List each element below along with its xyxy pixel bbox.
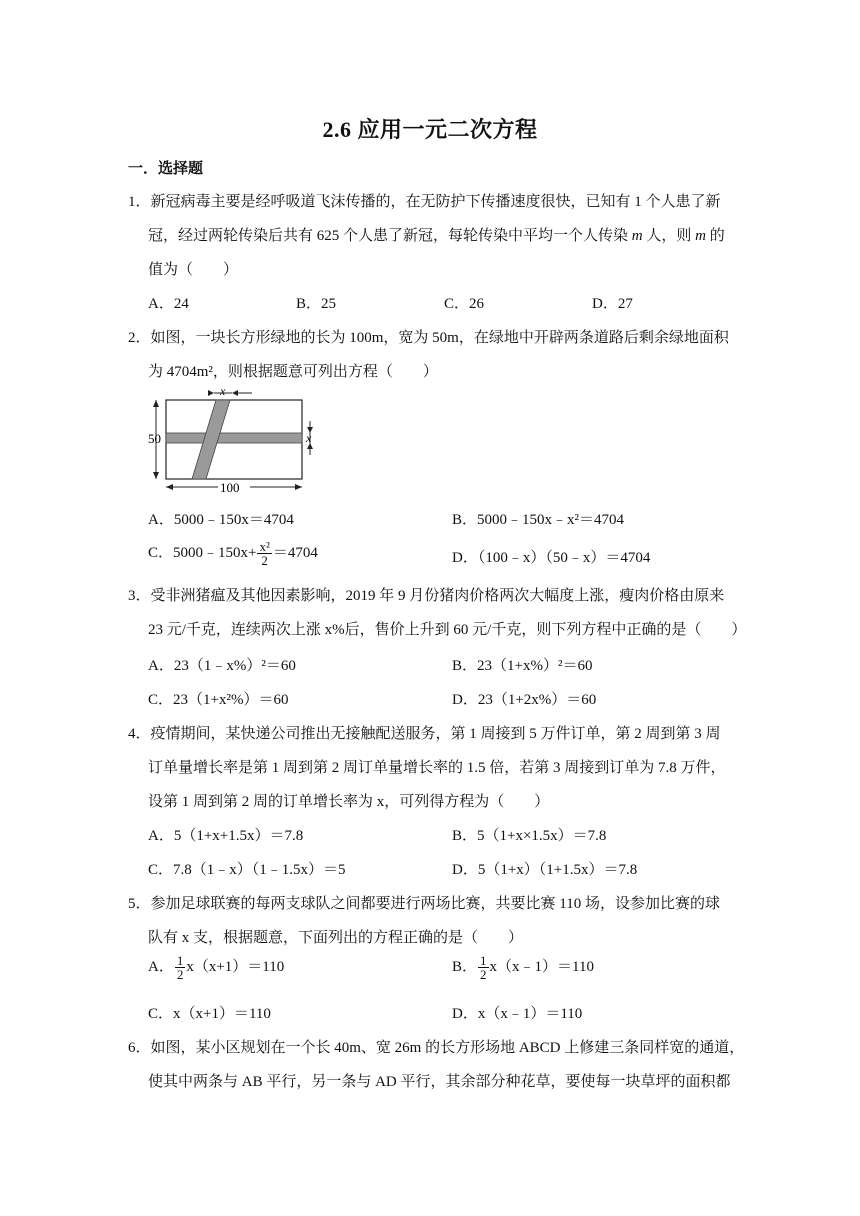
q5-option-b[interactable]: B． $\frac{1}{2}$ x（x﹣1）＝110 (452, 953, 594, 982)
q1-line-1: 1．新冠病毒主要是经呼吸道飞沫传播的，在无防护下传播速度很快，已知有 1 个人患了新 (128, 194, 721, 210)
q6-line-2: 使其中两条与 AB 平行，另一条与 AD 平行，其余部分种花草，要使每一块草坪的面积都 (148, 1074, 731, 1090)
q3-line-1: 3．受非洲猪瘟及其他因素影响，2019 年 9 月份猪肉价格两次大幅度上涨，瘦肉价格由原来 (128, 588, 725, 604)
road-width-label-top: x (220, 385, 226, 398)
q1-option-a[interactable]: A．24 (148, 296, 189, 312)
q3-option-d[interactable]: D．23（1+2x%）＝60 (452, 692, 597, 708)
q5-option-d[interactable]: D．x（x﹣1）＝110 (452, 1006, 583, 1022)
q2-line-1: 2．如图，一块长方形绿地的长为 100m，宽为 50m，在绿地中开辟两条道路后剩余绿地面积 (128, 330, 729, 346)
q4-line-2: 订单量增长率是第 1 周到第 2 周订单量增长率的 1.5 倍，若第 3 周接到订单为 7.8 万件， (148, 760, 726, 776)
q3-option-b[interactable]: B．23（1+x%）²＝60 (452, 658, 593, 674)
q5-option-c[interactable]: C．x（x+1）＝110 (148, 1006, 271, 1022)
page-title: 2.6 应用一元二次方程 (322, 117, 538, 142)
q1-option-d[interactable]: D．27 (592, 296, 633, 312)
q4-option-b[interactable]: B．5（1+x×1.5x）＝7.8 (452, 828, 607, 844)
section-heading: 一．选择题 (128, 161, 204, 177)
q2-option-b[interactable]: B．5000﹣150x﹣x²＝4704 (452, 512, 625, 528)
road-width-label-right: x (306, 431, 312, 445)
q1-option-b[interactable]: B．25 (296, 296, 337, 312)
q2-option-d[interactable]: D．（100﹣x）（50﹣x）＝4704 (452, 550, 651, 566)
q2-option-c[interactable]: C．5000﹣150x+ $\frac{\text{x²}}{2}$ ＝4704 (148, 539, 318, 568)
q2-line-2: 为 4704m²，则根据题意可列出方程（ ） (148, 364, 438, 380)
q5-option-a[interactable]: A． $\frac{1}{2}$ x（x+1）＝110 (148, 953, 285, 982)
q2-option-a[interactable]: A．5000﹣150x＝4704 (148, 512, 294, 528)
q5-line-2: 队有 x 支，根据题意，下面列出的方程正确的是（ ） (148, 930, 524, 946)
q4-option-a[interactable]: A．5（1+x+1.5x）＝7.8 (148, 828, 304, 844)
q3-option-a[interactable]: A．23（1﹣x%）²＝60 (148, 658, 296, 674)
q3-option-c[interactable]: C．23（1+x²%）＝60 (148, 692, 289, 708)
q5-line-1: 5．参加足球联赛的每两支球队之间都要进行两场比赛，共要比赛 110 场，设参加比赛的球 (128, 896, 720, 912)
q1-line-2: 冠，经过两轮传染后共有 625 个人患了新冠，每轮传染中平均一个人传染 m 人，则 m 的 (148, 228, 725, 244)
q1-option-c[interactable]: C．26 (444, 296, 485, 312)
q4-option-d[interactable]: D．5（1+x）（1+1.5x）＝7.8 (452, 862, 638, 878)
q6-line-1: 6．如图，某小区规划在一个长 40m、宽 26m 的长方形场地 ABCD 上修建三条同样宽的通道， (128, 1040, 745, 1056)
length-label: 100 (220, 480, 240, 495)
q4-line-3: 设第 1 周到第 2 周的订单增长率为 x，可列得方程为（ ） (148, 794, 550, 810)
q3-line-2: 23 元/千克，连续两次上涨 x%后，售价上升到 60 元/千克，则下列方程中正确的是（ ） (148, 622, 747, 638)
green-field-figure (148, 385, 323, 497)
q4-option-c[interactable]: C．7.8（1﹣x）（1﹣1.5x）＝5 (148, 862, 346, 878)
q4-line-1: 4．疫情期间，某快递公司推出无接触配送服务，第 1 周接到 5 万件订单，第 2 周到第 3 周 (128, 726, 721, 742)
horizontal-road (166, 433, 302, 443)
q1-line-3: 值为（ ） (148, 262, 239, 278)
width-label: 50 (148, 431, 161, 446)
